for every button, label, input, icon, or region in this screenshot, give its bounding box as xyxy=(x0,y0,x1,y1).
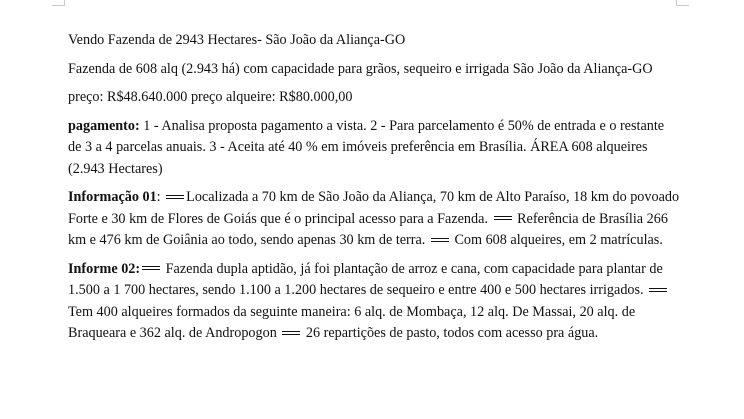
info01-paragraph xyxy=(68,187,680,252)
page-corner-mark-left xyxy=(52,0,65,6)
info02-text-3: 26 repartições de pasto, todos com acesso pra água. xyxy=(302,325,599,341)
payment-text: 1 - Analisa proposta pagamento a vista. 2 - Para parcelamento é 50% de entrada e o restante de 3 a 4 parcelas anuais. 3 - Aceita até 40 % em imóveis preferência em Brasília. ÁREA 608 alqueires (2.943 Hectares) xyxy=(68,117,665,177)
info01-text-3: Com 608 alqueires, em 2 matrículas. xyxy=(450,232,663,248)
info01-label: Informação 01 xyxy=(68,189,157,205)
info02-text-1: Fazenda dupla aptidão, já foi plantação de arroz e cana, com capacidade para plantar de 1.500 a 1 700 hectares, sendo 1.100 a 1.200 hectares de sequeiro e entre 400 e 500 hectares irrigados. xyxy=(68,260,663,298)
info02-label: Informe 02: xyxy=(68,260,141,277)
info01-separator: : xyxy=(156,189,165,205)
info01-text-1: Localizada a 70 km de São João da Aliança, 70 km de Alto Paraíso, 18 km do povoado Forte e 30 km de Flores de Goiás que é o principal acesso para a Fazenda. xyxy=(68,189,680,227)
document-title: Vendo Fazenda de 2943 Hectares- São João da Aliança-GO xyxy=(68,32,406,48)
document-body xyxy=(68,30,680,352)
double-arrow-icon xyxy=(142,266,160,270)
info01-text-2: Referência de Brasília 266 km e 476 km de Goiânia ao todo, sendo apenas 30 km de terra. xyxy=(68,210,668,248)
info02-paragraph xyxy=(68,259,680,345)
page-corner-mark-right xyxy=(676,0,689,6)
double-arrow-icon xyxy=(431,238,449,242)
payment-label: pagamento: xyxy=(68,117,140,134)
farm-description: Fazenda de 608 alq (2.943 há) com capacidade para grãos, sequeiro e irrigada São João da Aliança-GO xyxy=(68,60,653,77)
price-line: preço: R$48.640.000 preço alqueire: R$80.000,00 xyxy=(68,89,353,105)
double-arrow-icon xyxy=(282,331,300,335)
double-arrow-icon xyxy=(649,288,667,292)
double-arrow-icon xyxy=(166,195,184,199)
payment-paragraph xyxy=(68,116,680,181)
info02-text-2: Tem 400 alqueires formados da seguinte maneira: 6 alq. de Mombaça, 12 alq. De Massai, 20 alq. de Braqueara e 362 alq. de Andropogon xyxy=(68,303,636,341)
double-arrow-icon xyxy=(494,216,512,220)
